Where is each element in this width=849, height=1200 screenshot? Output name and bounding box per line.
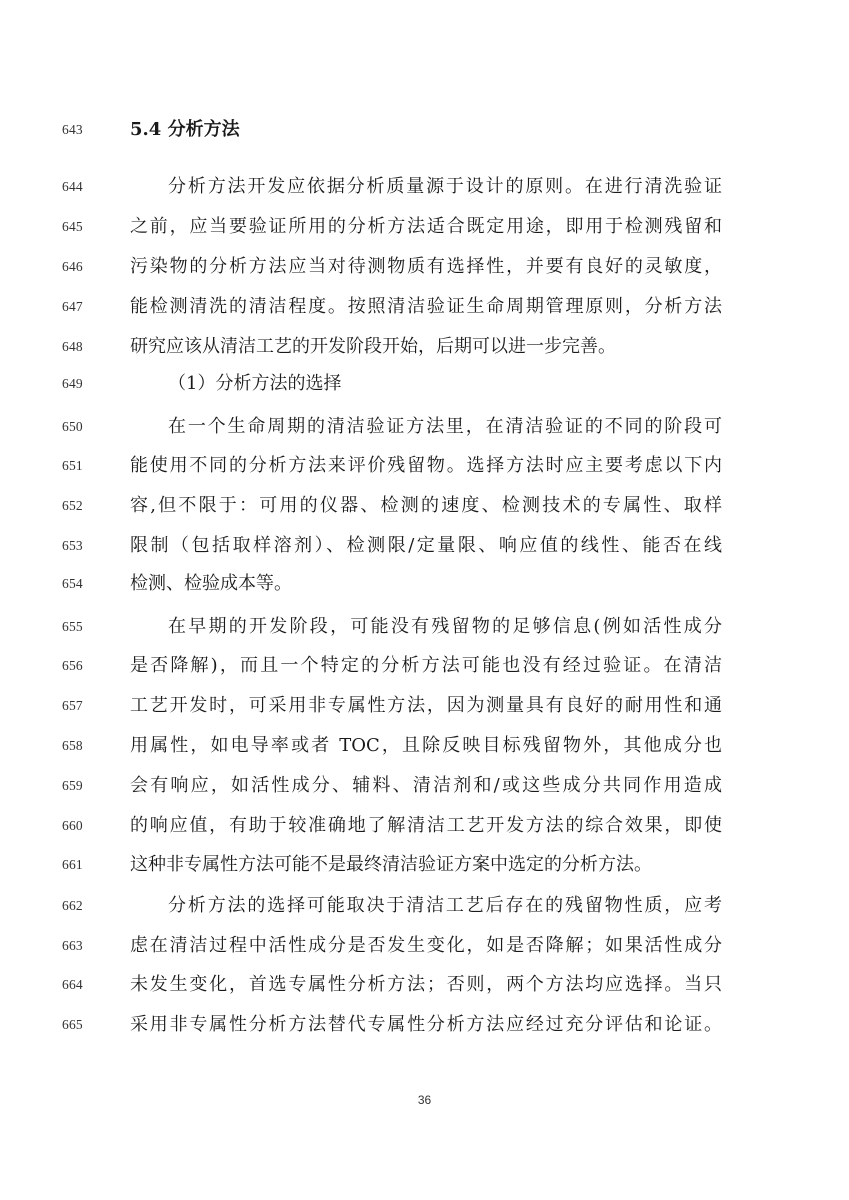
document-line	[0, 366, 849, 402]
line-number: 649	[62, 376, 83, 391]
document-line	[0, 169, 849, 205]
paragraph-text: 分析方法的选择可能取决于清洁工艺后存在的残留物性质，应考	[168, 895, 722, 916]
paragraph-text: 能使用不同的分析方法来评价残留物。选择方法时应主要考虑以下内	[130, 455, 722, 476]
line-number: 652	[62, 498, 83, 513]
line-number: 644	[62, 179, 83, 194]
document-line	[0, 329, 849, 365]
document-line	[0, 728, 849, 764]
line-number: 657	[62, 698, 83, 713]
line-number: 660	[62, 818, 83, 833]
line-number: 664	[62, 977, 83, 992]
document-line	[0, 209, 849, 245]
paragraph-text: 在一个生命周期的清洁验证方法里，在清洁验证的不同的阶段可	[168, 416, 722, 437]
document-line	[0, 847, 849, 883]
document-line	[0, 528, 849, 564]
document-line	[0, 609, 849, 645]
document-line	[0, 112, 849, 148]
line-number: 643	[62, 122, 83, 137]
line-number: 646	[62, 259, 83, 274]
paragraph-text: 检测、检验成本等。	[130, 573, 292, 594]
line-number: 647	[62, 299, 83, 314]
paragraph-text: 研究应该从清洁工艺的开发阶段开始，后期可以进一步完善。	[130, 336, 616, 357]
document-line	[0, 1007, 849, 1043]
document-line	[0, 409, 849, 445]
line-number: 665	[62, 1017, 83, 1032]
line-number: 662	[62, 898, 83, 913]
subsection-heading: （1）分析方法的选择	[168, 373, 342, 394]
paragraph-text: 容,但不限于：可用的仪器、检测的速度、检测技术的专属性、取样	[130, 495, 722, 516]
line-number: 656	[62, 658, 83, 673]
paragraph-text: 虑在清洁过程中活性成分是否发生变化，如是否降解；如果活性成分	[130, 935, 722, 956]
paragraph-text: 限制（包括取样溶剂）、检测限/定量限、响应值的线性、能否在线	[130, 535, 722, 556]
paragraph-text: 污染物的分析方法应当对待测物质有选择性，并要有良好的灵敏度，	[130, 256, 722, 277]
line-number: 650	[62, 419, 83, 434]
paragraph-text: 之前，应当要验证所用的分析方法适合既定用途，即用于检测残留和	[130, 216, 722, 237]
paragraph-text: 在早期的开发阶段，可能没有残留物的足够信息(例如活性成分	[168, 616, 722, 637]
line-number: 663	[62, 938, 83, 953]
paragraph-text: 的响应值，有助于较准确地了解清洁工艺开发方法的综合效果，即使	[130, 815, 722, 836]
paragraph-text: 是否降解)，而且一个特定的分析方法可能也没有经过验证。在清洁	[130, 655, 722, 676]
document-line	[0, 448, 849, 484]
document-line	[0, 768, 849, 804]
line-number: 655	[62, 619, 83, 634]
line-number: 659	[62, 778, 83, 793]
line-number: 645	[62, 219, 83, 234]
document-line	[0, 249, 849, 285]
paragraph-text: 未发生变化，首选专属性分析方法；否则，两个方法均应选择。当只	[130, 974, 722, 995]
paragraph-text: 工艺开发时，可采用非专属性方法，因为测量具有良好的耐用性和通	[130, 695, 722, 716]
line-number: 654	[62, 576, 83, 591]
section-heading: 5.4 分析方法	[130, 119, 240, 140]
line-number: 651	[62, 458, 83, 473]
line-number: 648	[62, 339, 83, 354]
paragraph-text: 会有响应，如活性成分、辅料、清洁剂和/或这些成分共同作用造成	[130, 775, 722, 796]
paragraph-text: 分析方法开发应依据分析质量源于设计的原则。在进行清洗验证	[168, 176, 722, 197]
document-line	[0, 888, 849, 924]
paragraph-text: 用属性，如电导率或者 TOC，且除反映目标残留物外，其他成分也	[130, 735, 722, 756]
document-line	[0, 688, 849, 724]
line-number: 661	[62, 857, 83, 872]
paragraph-text: 采用非专属性分析方法替代专属性分析方法应经过充分评估和论证。	[130, 1014, 722, 1035]
document-line	[0, 488, 849, 524]
document-line	[0, 566, 849, 602]
line-number: 658	[62, 738, 83, 753]
document-line	[0, 289, 849, 325]
document-line	[0, 808, 849, 844]
paragraph-text: 能检测清洗的清洁程度。按照清洁验证生命周期管理原则，分析方法	[130, 296, 722, 317]
line-number: 653	[62, 538, 83, 553]
document-line	[0, 648, 849, 684]
page-number: 36	[417, 1093, 432, 1107]
paragraph-text: 这种非专属性方法可能不是最终清洁验证方案中选定的分析方法。	[130, 854, 652, 875]
document-line	[0, 928, 849, 964]
document-line	[0, 967, 849, 1003]
